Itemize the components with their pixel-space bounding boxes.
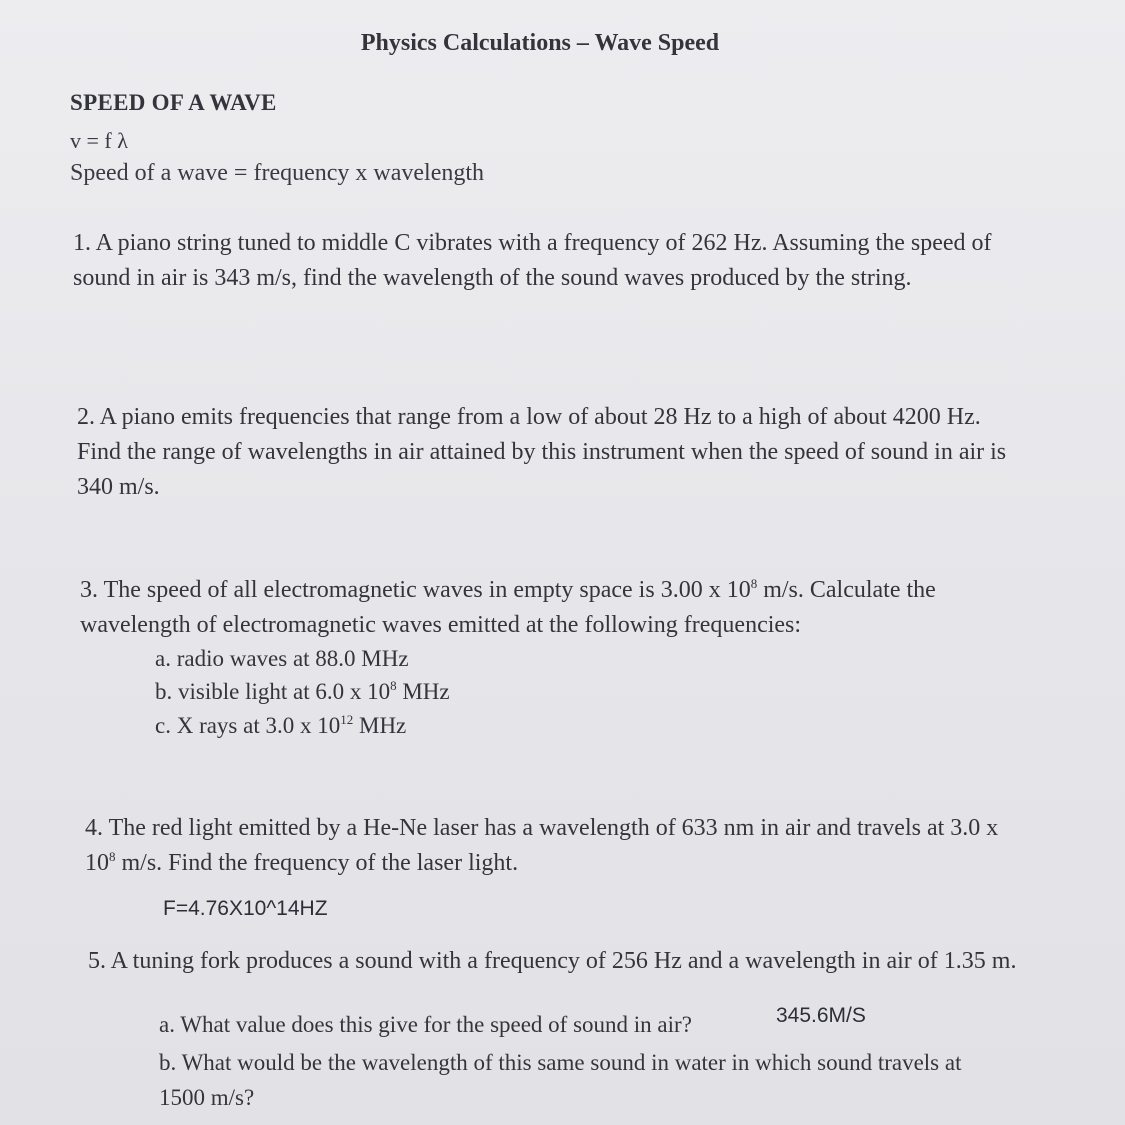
question-5a: a. What value does this give for the speed of sound in air? — [159, 1012, 692, 1037]
question-3b-unit: MHz — [396, 679, 450, 704]
question-4-answer: F=4.76X10^14HZ — [163, 897, 328, 920]
question-5: 5. A tuning fork produces a sound with a frequency of 256 Hz and a wavelength in air of 1.35 m. — [88, 948, 1017, 974]
question-1: 1. A piano string tuned to middle C vibrates with a frequency of 262 Hz. Assuming the speed of sound in air is 343 m/s, find the wavelength of the sound waves produced by the string. — [73, 230, 992, 291]
wave-speed-formula: v = f λ — [70, 128, 128, 153]
section-heading: SPEED OF A WAVE — [70, 90, 277, 115]
question-2: 2. A piano emits frequencies that range from a low of about 28 Hz to a high of about 4200 Hz. Find the range of wavelengths in air attained by this instrument when the speed of sound in air is 340 m/s. — [77, 404, 1007, 500]
question-3-text-cont: m/s. Calculate the wavelength of electromagnetic waves emitted at the following frequencies: — [80, 577, 936, 638]
question-3c-text: c. X rays at 3.0 x 10 — [155, 713, 341, 738]
question-5b: b. What would be the wavelength of this same sound in water in which sound travels at 1500 m/s? — [159, 1050, 962, 1110]
question-3-text: 3. The speed of all electromagnetic waves in empty space is 3.00 x 10 — [80, 577, 751, 603]
exponent: 8 — [390, 678, 397, 693]
exponent: 12 — [340, 712, 354, 727]
exponent: 8 — [109, 849, 116, 864]
question-3b — [155, 679, 450, 705]
question-3c-unit: MHz — [353, 713, 407, 738]
question-3a: a. radio waves at 88.0 MHz — [155, 646, 409, 671]
question-3c — [155, 713, 406, 739]
question-4-text: 4. The red light emitted by a He-Ne laser has a wavelength of 633 nm in air and travels at 3.0 x 10 — [85, 815, 999, 876]
question-5a-answer: 345.6M/S — [776, 1004, 866, 1027]
exponent: 8 — [750, 576, 758, 591]
formula-description: Speed of a wave = frequency x wavelength — [70, 160, 485, 186]
question-4 — [85, 811, 1015, 881]
question-3b-text: b. visible light at 6.0 x 10 — [155, 679, 391, 704]
question-3 — [80, 573, 1010, 643]
question-4-text-cont: m/s. Find the frequency of the laser light. — [115, 850, 519, 876]
page-title: Physics Calculations – Wave Speed — [360, 30, 720, 56]
